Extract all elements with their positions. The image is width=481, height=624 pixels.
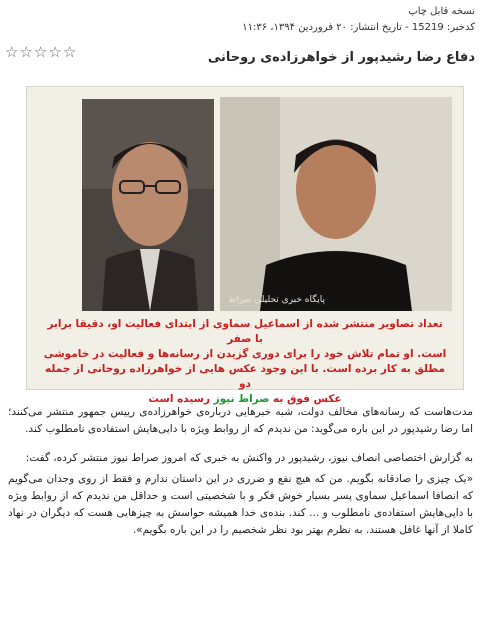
article-title: دفاع رضا رشیدپور از خواهرزاده‌ی روحانی <box>207 50 475 65</box>
caption-source-name: صراط نیوز <box>213 393 270 405</box>
caption-line-3: مطلق به کار برده است. با این وجود عکس هایی از خواهرزاده روحانی از جمله دو <box>45 363 445 390</box>
portrait-photo-right <box>220 97 452 311</box>
article-photo <box>26 86 464 405</box>
portrait-photo-left <box>82 99 214 311</box>
rating-star-4-icon[interactable]: ☆ <box>48 43 62 61</box>
portrait-left-image <box>82 99 214 311</box>
caption-line-2: است. او تمام تلاش خود را برای دوری گزیدن از رسانه‌ها و فعالیت در خاموشی <box>43 348 447 360</box>
photo-caption <box>43 317 447 407</box>
rating-star-2-icon[interactable]: ☆ <box>19 43 33 61</box>
rating-stars[interactable] <box>5 44 76 60</box>
rating-star-1-icon[interactable]: ☆ <box>5 43 19 61</box>
portrait-right-image <box>220 97 452 311</box>
caption-line-4-end: رسیده است <box>148 393 214 405</box>
caption-line-4-start: عکس فوق به <box>269 393 342 405</box>
article-paragraph-1: مدت‌هاست که رسانه‌های مخالف دولت، شبه خبرهایی درباره‌ی خواهرزاده‌ی رییس جمهور منتشر می‌کنند؛ اما رضا رشیدپور در این باره می‌گوید: من ندیدم که از روابط ویژه با دایی‌هایش استفاده‌ی نامطلوب کند. <box>8 406 473 435</box>
article-meta: کدخبر: 15219 - تاریخ انتشار: ۲۰ فروردین ۱۳۹۴، ۱۱:۳۶ <box>242 22 475 33</box>
rating-star-3-icon[interactable]: ☆ <box>33 43 48 61</box>
rating-star-5-icon[interactable]: ☆ <box>62 43 77 61</box>
article-body <box>8 404 473 551</box>
article-paragraph-3: «یک چیزی را صادقانه بگویم. من که هیچ نفع و ضرری در این داستان ندارم و فقط از روی وجدان می‌گویم که انصافا اسماعیل سماوی پسر بسیار خوش فکر و با شخصیتی است و حداقل من ندیدم که از روابط ویژه با دایی‌هایش استفاده‌ی نامطلوب و ... کند. بنده‌ی خدا همیشه حواسش به چیزهایی هست که دیگران در نهاد کاملا از آنها غافل هستند. به نظرم بهتر بود نظر شخصیم را در این باره بگویم». <box>8 473 473 536</box>
article-paragraph-2: به گزارش اختصاصی انصاف نیوز، رشیدپور در واکنش به خبری که امروز صراط نیوز منتشر کرده، گفت: <box>25 452 473 464</box>
caption-line-1: تعداد تصاویر منتشر شده از اسماعیل سماوی از ابتدای فعالیت او، دقیقا برابر با صفر <box>47 318 443 345</box>
source-logo: پایگاه خبری تحلیلی صراط <box>228 295 325 305</box>
print-version-link[interactable]: نسخه قابل چاپ <box>408 6 475 17</box>
